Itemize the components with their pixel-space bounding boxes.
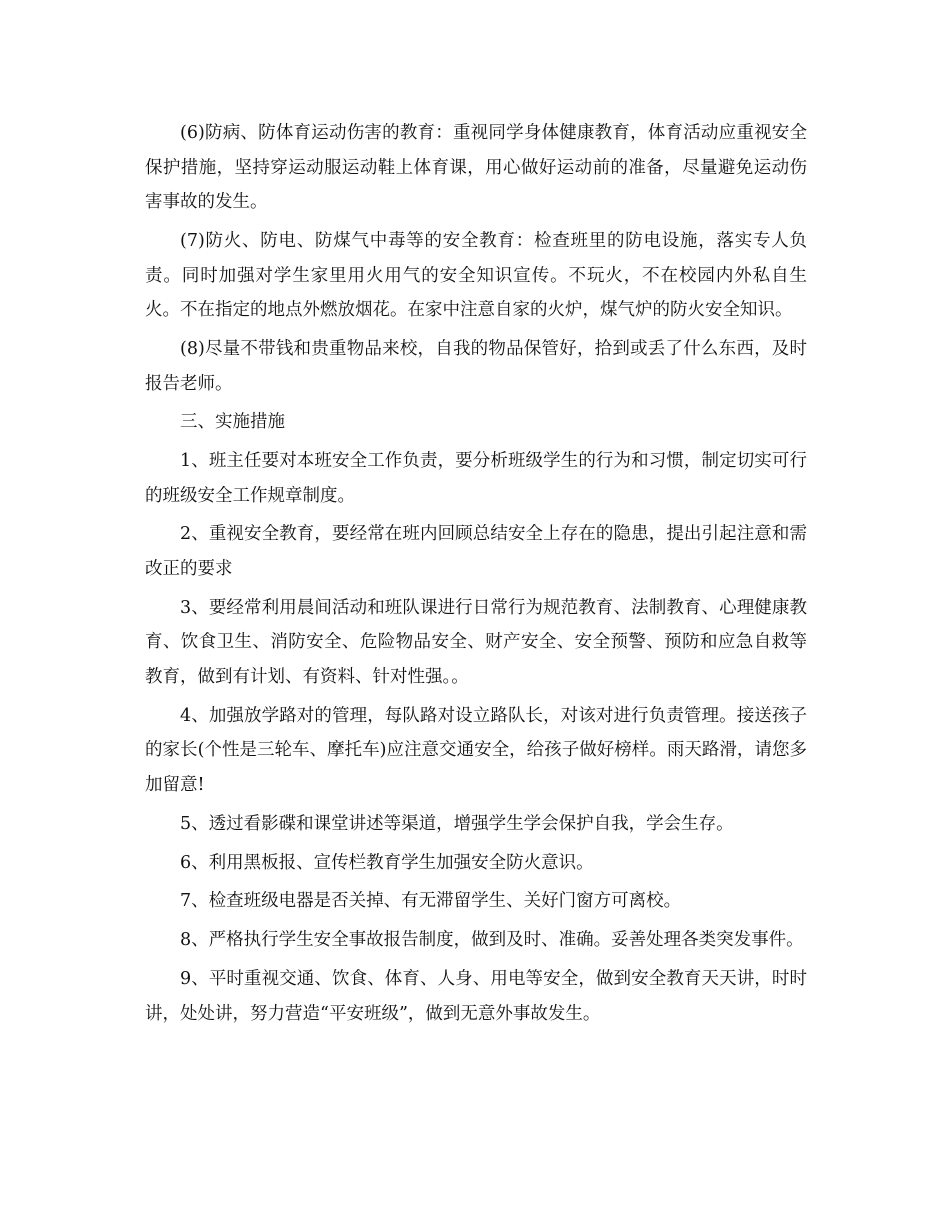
measure-item-3: 3、要经常利用晨间活动和班队课进行日常行为规范教育、法制教育、心理健康教育、饮食卫生、消防安全、危险物品安全、财产安全、安全预警、预防和应急自救等教育，做到有计划、有资料、针对性强。。 bbox=[145, 597, 807, 688]
section-heading-measures: 三、实施措施 bbox=[180, 412, 285, 433]
document-body bbox=[145, 116, 807, 1035]
measure-item-8: 8、严格执行学生安全事故报告制度，做到及时、准确。妥善处理各类突发事件。 bbox=[180, 930, 804, 951]
measure-item-2: 2、重视安全教育，要经常在班内回顾总结安全上存在的隐患，提出引起注意和需改正的要求 bbox=[145, 524, 807, 580]
measure-item-4: 4、加强放学路对的管理，每队路对设立路队长，对该对进行负责管理。接送孩子的家长(个性是三轮车、摩托车)应注意交通安全，给孩子做好榜样。雨天路滑，请您多加留意! bbox=[145, 705, 807, 795]
paragraph-item-8-valuables: (8)尽量不带钱和贵重物品来校，自我的物品保管好，拾到或丢了什么东西，及时报告老师。 bbox=[145, 338, 807, 394]
measure-item-6: 6、利用黑板报、宣传栏教育学生加强安全防火意识。 bbox=[180, 852, 594, 873]
measure-item-5: 5、透过看影碟和课堂讲述等渠道，增强学生学会保护自我，学会生存。 bbox=[180, 813, 734, 834]
paragraph-item-6-disease-sports: (6)防病、防体育运动伤害的教育：重视同学身体健康教育，体育活动应重视安全保护措施，坚持穿运动服运动鞋上体育课，用心做好运动前的准备，尽量避免运动伤害事故的发生。 bbox=[145, 123, 807, 213]
measure-item-7: 7、检查班级电器是否关掉、有无滞留学生、关好门窗方可离校。 bbox=[180, 891, 682, 912]
paragraph-item-7-fire-electric-gas: (7)防火、防电、防煤气中毒等的安全教育：检查班里的防电设施，落实专人负责。同时加强对学生家里用火用气的安全知识宣传。不玩火，不在校园内外私自生火。不在指定的地点外燃放烟花。在家中注意自家的火炉，煤气炉的防火安全知识。 bbox=[145, 230, 807, 321]
measure-item-1: 1、班主任要对本班安全工作负责，要分析班级学生的行为和习惯，制定切实可行的班级安全工作规章制度。 bbox=[145, 451, 807, 506]
measure-item-9: 9、平时重视交通、饮食、体育、人身、用电等安全，做到安全教育天天讲，时时讲，处处讲，努力营造“平安班级”，做到无意外事故发生。 bbox=[145, 968, 807, 1024]
